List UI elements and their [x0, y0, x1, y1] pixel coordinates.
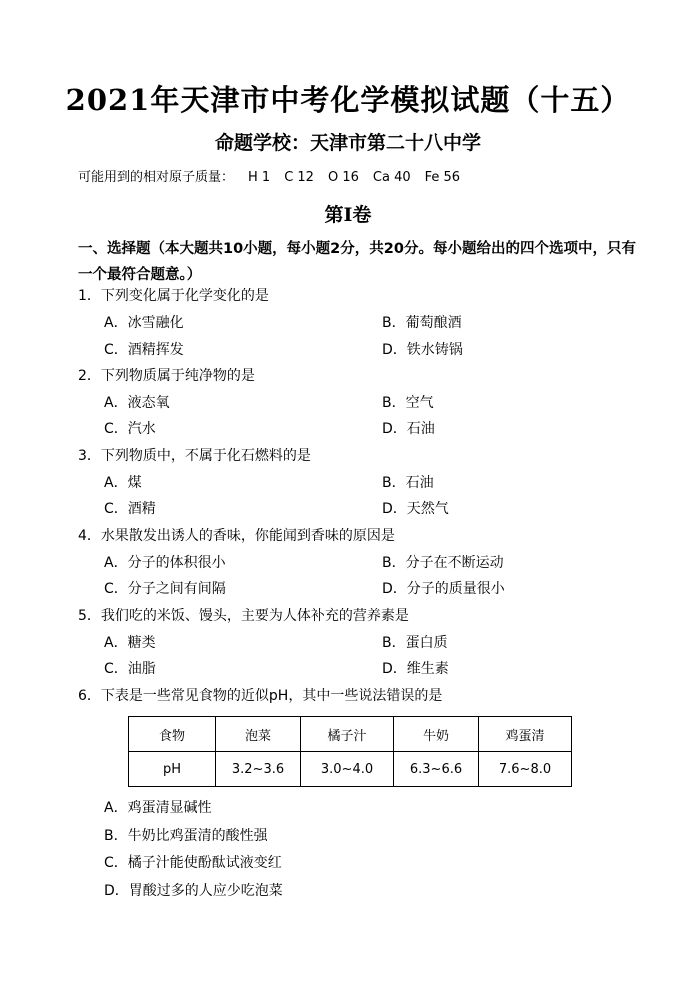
- section-instructions: 一、选择题（本大题共10小题，每小题2分，共20分。每小题给出的四个选项中，只有一个最符合题意。）: [78, 241, 636, 283]
- question-stem: 1．下列变化属于化学变化的是: [78, 288, 269, 304]
- option: D．胃酸过多的人应少吃泡菜: [104, 883, 283, 899]
- atomic-mass-item: O 16: [327, 170, 359, 185]
- table-header-cell: 牛奶: [394, 717, 479, 752]
- table-header-cell: 食物: [129, 717, 216, 752]
- question-stem: 5．我们吃的米饭、馒头，主要为人体补充的营养素是: [78, 608, 409, 624]
- option: A．煤: [104, 475, 142, 491]
- section-heading: 第Ⅰ卷: [324, 204, 372, 226]
- option: C．酒精挥发: [104, 342, 184, 358]
- option: A．冰雪融化: [104, 315, 184, 331]
- option: A．液态氧: [104, 395, 170, 411]
- option: D．石油: [382, 421, 435, 437]
- atomic-mass-label: 可能用到的相对原子质量：: [78, 170, 235, 185]
- option: B．分子在不断运动: [382, 555, 504, 571]
- table-cell: 6.3~6.6: [394, 752, 479, 787]
- ph-table: [128, 716, 572, 787]
- option: C．酒精: [104, 501, 156, 517]
- page-title: 2021年天津市中考化学模拟试题（十五）: [65, 83, 631, 117]
- option: B．蛋白质: [382, 635, 448, 651]
- option: C．油脂: [104, 661, 156, 677]
- table-cell: 3.2~3.6: [216, 752, 301, 787]
- question-stem: 4．水果散发出诱人的香味，你能闻到香味的原因是: [78, 528, 395, 544]
- atomic-mass-item: H 1: [248, 170, 271, 185]
- atomic-mass-item: Ca 40: [372, 170, 411, 185]
- atomic-mass-item: C 12: [284, 170, 314, 185]
- table-header-cell: 鸡蛋清: [479, 717, 572, 752]
- table-header-cell: 橘子汁: [301, 717, 394, 752]
- option: B．石油: [382, 475, 434, 491]
- option: A．鸡蛋清显碱性: [104, 800, 212, 816]
- option: B．葡萄酿酒: [382, 315, 462, 331]
- table-cell: 3.0~4.0: [301, 752, 394, 787]
- option: D．铁水铸锅: [382, 342, 463, 358]
- option: B．牛奶比鸡蛋清的酸性强: [104, 828, 268, 844]
- table-row: [129, 717, 572, 752]
- page-subtitle: 命题学校：天津市第二十八中学: [214, 132, 481, 154]
- option: D．天然气: [382, 501, 449, 517]
- question-stem: 3．下列物质中，不属于化石燃料的是: [78, 448, 311, 464]
- option: C．橘子汁能使酚酞试液变红: [104, 855, 282, 871]
- atomic-mass-item: Fe 56: [424, 170, 461, 185]
- question-stem: 2．下列物质属于纯净物的是: [78, 368, 255, 384]
- option: C．汽水: [104, 421, 156, 437]
- table-cell: pH: [129, 752, 216, 787]
- question-stem: 6．下表是一些常见食物的近似pH，其中一些说法错误的是: [78, 688, 443, 704]
- option: A．糖类: [104, 635, 156, 651]
- option: A．分子的体积很小: [104, 555, 226, 571]
- option: C．分子之间有间隔: [104, 581, 226, 597]
- atomic-mass-line: [78, 166, 474, 185]
- table-row: [129, 752, 572, 787]
- option: D．维生素: [382, 661, 449, 677]
- table-cell: 7.6~8.0: [479, 752, 572, 787]
- table-header-cell: 泡菜: [216, 717, 301, 752]
- option: B．空气: [382, 395, 434, 411]
- option: D．分子的质量很小: [382, 581, 505, 597]
